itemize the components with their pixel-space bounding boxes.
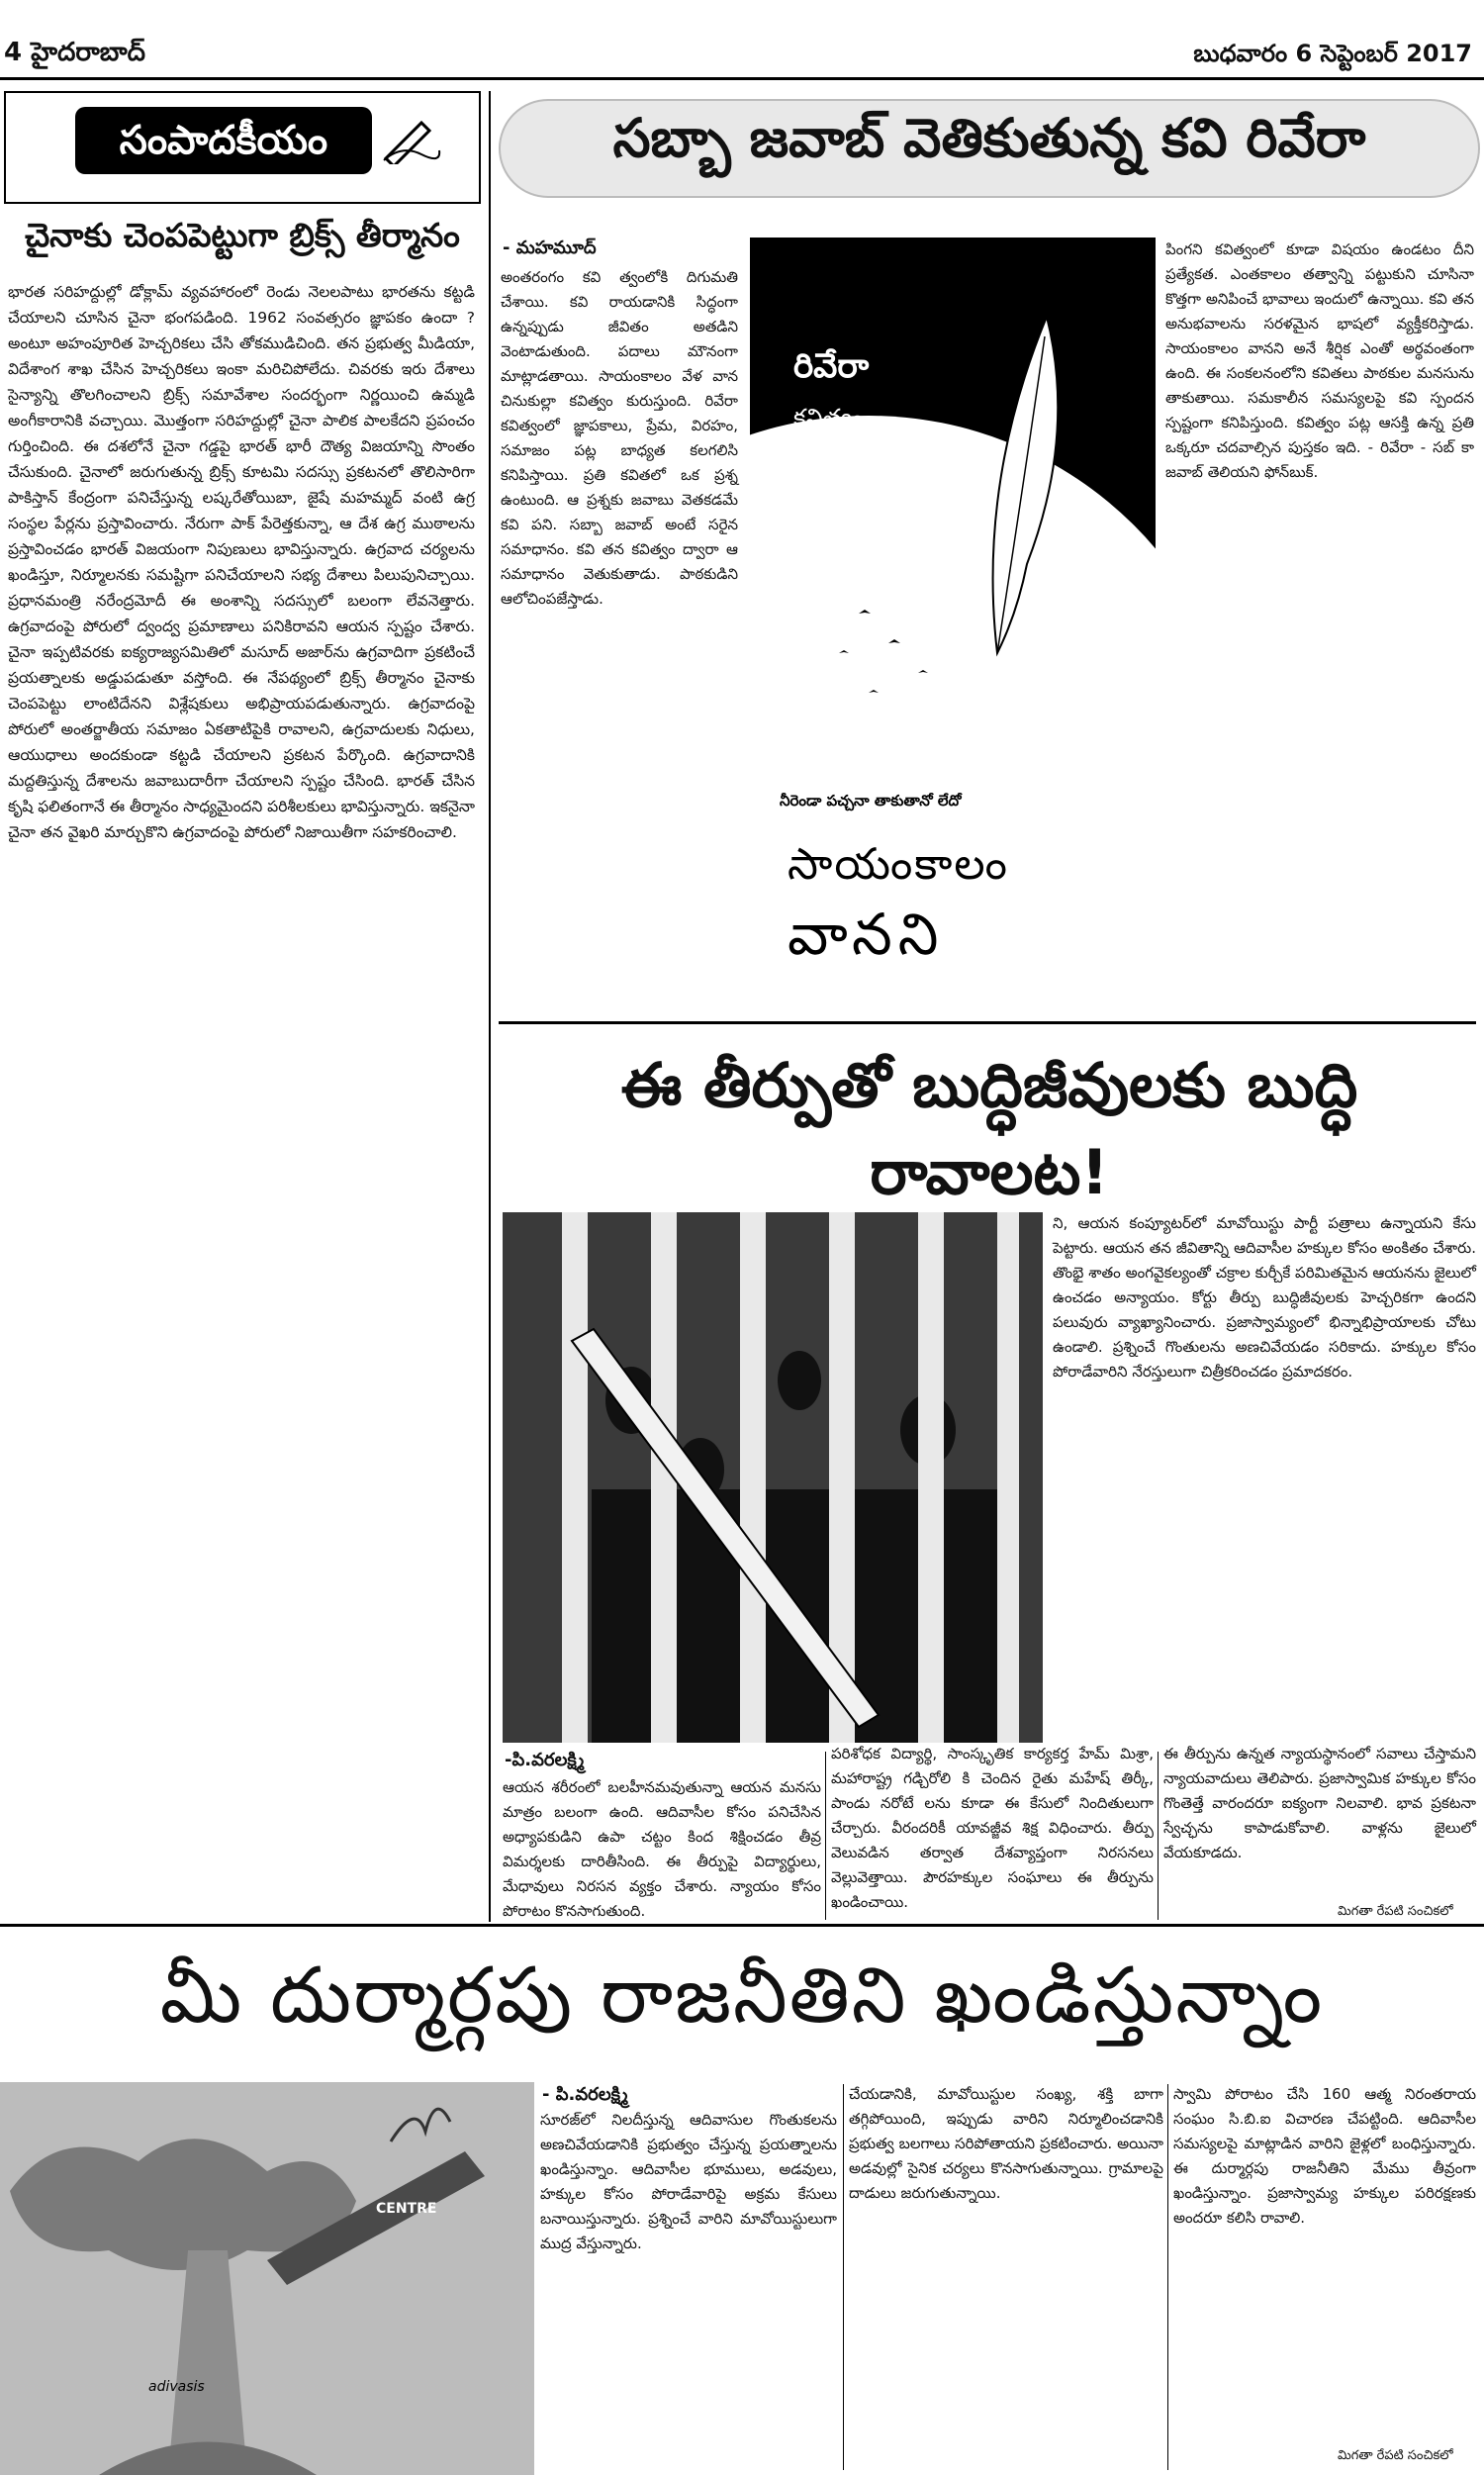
intel-column-4: ఈ తీర్పును ఉన్నత న్యాయస్థానంలో సవాలు చేస్తామని న్యాయవాదులు తెలిపారు. ప్రజాస్వామిక హక్కుల కోసం గొంతెత్తే వారందరూ ఐక్యంగా నిలవాలి. భావ ప్రకటనా స్వేచ్ఛను కాపాడుకోవాలి. వాళ్లను జైలులో వేయకూడదు. [1163, 1745, 1476, 1861]
poetry-byline: - మహమూద్ [503, 238, 597, 258]
page-header [0, 0, 1484, 79]
editorial-banner-box [4, 91, 481, 204]
poetry-column-2: పింగని కవిత్వంలో కూడా విషయం ఉండటం దీని ప్రత్యేకత. ఎంతకాలం తత్వాన్ని పట్టుకుని చూసినా కొత్తగా అనిపించే భావాలు ఇందులో ఉన్నాయి. కవి తన అనుభవాలను సరళమైన భాషలో వ్యక్తీకరిస్తాడు. సాయంకాలం వానని అనే శీర్షిక ఎంతో అర్థవంతంగా ఉంది. ఈ సంకలనంలోని కవితలు పాఠకుల మనసును తాకుతాయి. సమకాలీన సమస్యలపై కవి స్పందన స్పష్టంగా కనిపిస్తుంది. కవిత్వం పట్ల ఆసక్తి ఉన్న ప్రతి ఒక్కరూ చదవాల్సిన పుస్తకం ఇది. - రివేరా - సబ్ కా జవాబ్ తెలియని ఫోన్‌బుక్. [1165, 240, 1474, 481]
section-divider [499, 1021, 1476, 1024]
bottom-column-2: చేయడానికి, మావోయిస్టుల సంఖ్య, శక్తి బాగా తగ్గిపోయింది, ఇప్పుడు వారిని నిర్మూలించడానికి ప్రభుత్వ బలగాలు సరిపోతాయని ప్రకటించారు. అయినా అడవుల్లో సైనిక చర్యలు కొనసాగుతున్నాయి. గ్రామాలపై దాడులు జరుగుతున్నాయి. [849, 2085, 1163, 2202]
editorial-headline: చైనాకు చెంపపెట్టుగా బ్రిక్స్ తీర్మానం [25, 216, 460, 254]
bottom-article-title: మీ దుర్మార్గపు రాజనీతిని ఖండిస్తున్నాం [159, 1951, 1325, 2041]
book-title-line-2: వానని [788, 901, 945, 968]
cartoon-label-adivasis: adivasis [148, 2379, 205, 2395]
issue-date: బుధవారం 6 సెప్టెంబర్ 2017 [1193, 40, 1472, 67]
book-poet-name: రివేరా [793, 346, 870, 386]
column-rule [1167, 2084, 1168, 2470]
bottom-column-3: స్వామి పోరాటం చేసి 160 ఆత్మ నిరంతరాయ సంఘం సి.బి.ఐ విచారణ చేపట్టింది. ఆదివాసీల సమస్యలపై మాట్లాడిన వారిని జైళ్లలో బంధిస్తున్నారు. ఈ దుర్మార్గపు రాజనీతిని మేము తీవ్రంగా ఖండిస్తున్నాం. ప్రజాస్వామ్య హక్కుల పరిరక్షణకు అందరూ కలిసి రావాలి. [1173, 2085, 1476, 2227]
page-number: 4 హైదరాబాద్ [4, 38, 145, 67]
editorial-banner: సంపాదకీయం [75, 107, 372, 174]
pen-icon [382, 115, 441, 164]
bottom-column-1: సూరజ్‌లో నిలదీస్తున్న ఆదివాసుల గొంతుకలను అణచివేయడానికి ప్రభుత్వం చేస్తున్న ప్రయత్నాలను ఖండిస్తున్నాం. ఆదివాసీల భూములు, అడవులు, హక్కుల కోసం పోరాడేవారిపై అక్రమ కేసులు బనాయిస్తున్నారు. ప్రశ్నించే వారిని మావోయిస్టులుగా ముద్ర వేస్తున్నారు. [540, 2111, 837, 2252]
continued-note: మిగతా రేపటి సంచికలో [1338, 1904, 1453, 1919]
intel-column-2: ఆయన శరీరంలో బలహీనమవుతున్నా ఆయన మనసు మాత్రం బలంగా ఉంది. ఆదివాసీల కోసం పనిచేసిన అధ్యాపకుడిని ఉపా చట్టం కింద శిక్షించడం తీవ్ర విమర్శలకు దారితీసింది. ఈ తీర్పుపై విద్యార్థులు, మేధావులు నిరసన వ్యక్తం చేశారు. న్యాయం కోసం పోరాటం కొనసాగుతుంది. [503, 1778, 821, 1920]
header-rule [0, 77, 1484, 80]
editorial-body: భారత సరిహద్దుల్లో డోక్లామ్ వ్యవహారంలో రెండు నెలలపాటు భారతను కట్టడి చేయాలని చూసిన చైనా భంగపడింది. 1962 సంవత్సరం జ్ఞాపకం ఉందా ? అంటూ అహంపూరిత హెచ్చరికలు చేసి తోకముడిచింది. తన ప్రభుత్వ మీడియా, విదేశాంగ శాఖ చేసిన హెచ్చరికలు ఇంకా మరిచిపోలేదు. చివరకు ఇరు దేశాలు సైన్యాన్ని తొలగించాలని బ్రిక్స్ సమావేశాల సందర్భంగా నిర్ణయించి ఉమ్మడి అంగీకారానికి వచ్చాయి. మొత్తంగా సరిహద్దుల్లో చైనా పాలిక పాలకేదని ప్రపంచం గుర్తించింది. ఈ దశలోనే చైనా గడ్డపై భారత్ భారీ దౌత్య విజయాన్ని సొంతం చేసుకుంది. చైనాలో జరుగుతున్న బ్రిక్స్ కూటమి సదస్సు ప్రకటనలో తొలిసారిగా పాకిస్తాన్ కేంద్రంగా పనిచేస్తున్న లష్కరేతోయిబా, జైషే మహమ్మద్ వంటి ఉగ్ర సంస్థల పేర్లను ప్రస్తావించారు. నేరుగా పాక్ పేరెత్తకున్నా, ఆ దేశ ఉగ్ర ముఠాలను ప్రస్తావించడం భారత్ విజయంగా నిపుణులు భావిస్తున్నారు. ఉగ్రవాద చర్యలను ఖండిస్తూ, నిర్మూలనకు సమష్టిగా పనిచేయాలని సభ్య దేశాలు పిలుపునిచ్చాయి. ప్రధానమంత్రి నరేంద్రమోదీ ఈ అంశాన్ని సదస్సులో బలంగా లేవనెత్తారు. ఉగ్రవాదంపై పోరులో ద్వంద్వ ప్రమాణాలు పనికిరావని ఆయన స్పష్టం చేశారు. చైనా ఇప్పటివరకు ఐక్యరాజ్యసమితిలో మసూద్ అజార్‌ను ఉగ్రవాదిగా ప్రకటించే ప్రయత్నాలకు అడ్డుపడుతూ వస్తోంది. ఈ నేపథ్యంలో బ్రిక్స్ తీర్మానం చైనాకు చెంపపెట్టు లాంటిదేనని విశ్లేషకులు అభిప్రాయపడుతున్నారు. ఉగ్రవాదంపై పోరులో అంతర్జాతీయ సమాజం ఏకతాటిపైకి రావాలని, ఉగ్రవాదులకు నిధులు, ఆయుధాలు అందకుండా కట్టడి చేయాలని ప్రకటన పేర్కొంది. ఉగ్రవాదానికి మద్దతిస్తున్న దేశాలను జవాబుదారీగా చేయాలని స్పష్టం చేసింది. భారత్ చేసిన కృషి ఫలితంగానే ఈ తీర్మానం సాధ్యమైందని పరిశీలకులు భావిస్తున్నారు. ఇకనైనా చైనా తన వైఖరి మార్చుకొని ఉగ్రవాదంపై పోరులో నిజాయితీగా సహకరించాలి. [8, 283, 475, 841]
book-tagline: నీరెండా పచ్చనా తాకుతానో లేదో [780, 792, 962, 809]
book-subtitle: కవిత్వం [793, 404, 864, 431]
cartoon-illustration [0, 2082, 534, 2475]
book-title-line-1: సాయంకాలం [788, 839, 1009, 890]
column-rule [1158, 1752, 1159, 1920]
poetry-column-1: అంతరంగం కవి త్వంలోకి దిగుమతి చేశాయి. కవి రాయడానికి సిద్ధంగా ఉన్నప్పుడు జీవితం అతడిని వెంటాడుతుంది. పదాలు మౌనంగా మాట్లాడతాయి. సాయంకాలం వేళ వాన చినుకుల్లా కవిత్వం కురుస్తుంది. రివేరా కవిత్వంలో జ్ఞాపకాలు, ప్రేమ, విరహం, సమాజం పట్ల బాధ్యత కలగలిసి కనిపిస్తాయి. ప్రతి కవితలో ఒక ప్రశ్న ఉంటుంది. ఆ ప్రశ్నకు జవాబు వెతకడమే కవి పని. సబ్బా జవాబ్ అంటే సరైన సమాధానం. కవి తన కవిత్వం ద్వారా ఆ సమాధానం వెతుకుతాడు. పాఠకుడిని ఆలోచింపజేస్తాడు. [501, 268, 738, 608]
editorial-column [4, 91, 481, 1922]
bottom-byline: - పి.వరలక్ష్మి [542, 2084, 628, 2105]
poetry-article-title: సబ్బా జవాబ్ వెతికుతున్న కవి రివేరా [612, 107, 1366, 169]
prison-bars-art [503, 1212, 1043, 1743]
section-divider [0, 1924, 1484, 1927]
intel-article-title: ఈ తీర్పుతో బుద్ధిజీవులకు బుద్ధి రావాలట! [620, 1049, 1358, 1208]
cartoon-label-centre: CENTRE [376, 2201, 437, 2217]
cartoon-art [0, 2082, 534, 2475]
intel-byline: -పి.వరలక్ష్మి [505, 1750, 585, 1770]
column-divider [489, 91, 491, 1922]
column-rule [825, 1752, 826, 1920]
intel-column-1: ని, ఆయన కంప్యూటర్‌లో మావోయిస్టు పార్టీ పత్రాలు ఉన్నాయని కేసు పెట్టారు. ఆయన తన జీవితాన్ని ఆదివాసీల హక్కుల కోసం అంకితం చేశారు. తొంభై శాతం అంగవైకల్యంతో చక్రాల కుర్చీకే పరిమితమైన ఆయనను జైలులో ఉంచడం అన్యాయం. కోర్టు తీర్పు బుద్ధిజీవులకు హెచ్చరికగా ఉందని పలువురు వ్యాఖ్యానించారు. ప్రజాస్వామ్యంలో భిన్నాభిప్రాయాలకు చోటు ఉండాలి. ప్రశ్నించే గొంతులను అణచివేయడం సరికాదు. హక్కుల కోసం పోరాడేవారిని నేరస్తులుగా చిత్రీకరించడం ప్రమాదకరం. [1053, 1214, 1476, 1380]
intel-column-3: పరిశోధక విద్యార్థి, సాంస్కృతిక కార్యకర్త హేమ్ మిశ్రా, మహారాష్ట్ర గడ్చిరోలి కి చెందిన రైతు మహేష్ తిర్కీ, పాండు నరోటే లను కూడా ఈ కేసులో నిందితులుగా చేర్చారు. వీరందరికీ యావజ్జీవ శిక్ష విధించారు. తీర్పు వెలువడిన తర్వాత దేశవ్యాప్తంగా నిరసనలు వెల్లువెత్తాయి. పౌరహక్కుల సంఘాలు ఈ తీర్పును ఖండించాయి. [831, 1745, 1154, 1911]
column-rule [843, 2084, 844, 2470]
book-cover [750, 238, 1156, 1009]
prison-bars-illustration [503, 1212, 1043, 1743]
continued-note: మిగతా రేపటి సంచికలో [1338, 2448, 1453, 2463]
